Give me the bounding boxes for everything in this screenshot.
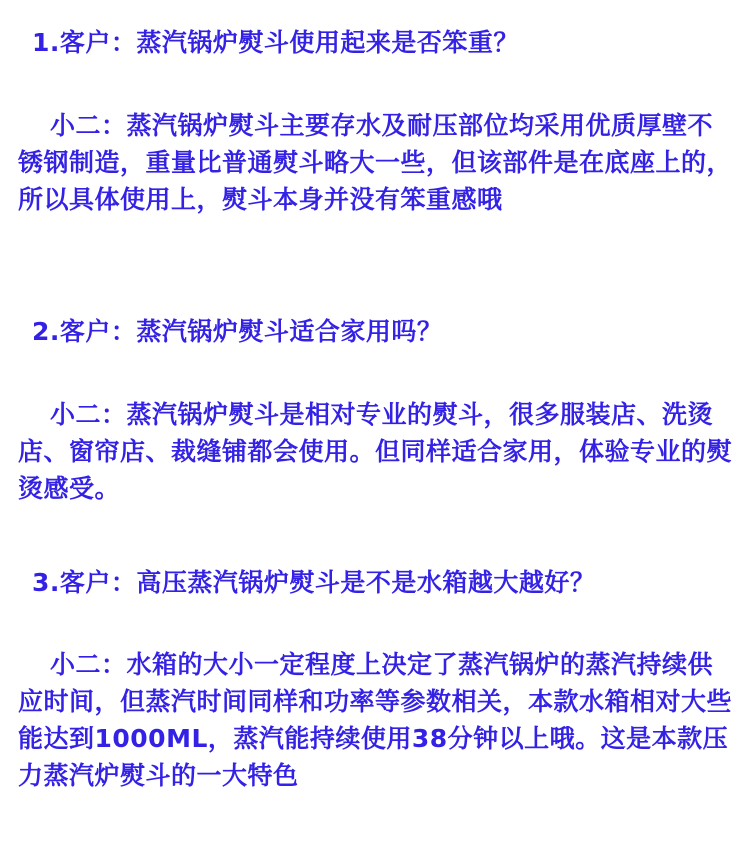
faq-question-2: 2.客户：蒸汽锅炉熨斗适合家用吗？ bbox=[32, 317, 443, 346]
faq-answer-1: 小二：蒸汽锅炉熨斗主要存水及耐压部位均采用优质厚壁不锈钢制造，重量比普通熨斗略大一些，但该部件是在底座上的，所以具体使用上，熨斗本身并没有笨重感哦 bbox=[18, 111, 733, 214]
faq-question-3: 3.客户：高压蒸汽锅炉熨斗是不是水箱越大越好？ bbox=[32, 568, 596, 597]
faq-answer-2: 小二：蒸汽锅炉熨斗是相对专业的熨斗，很多服装店、洗烫店、窗帘店、裁缝铺都会使用。但同样适合家用，体验专业的熨烫感受。 bbox=[18, 400, 733, 503]
faq-question-1: 1.客户：蒸汽锅炉熨斗使用起来是否笨重？ bbox=[32, 28, 519, 57]
faq-answer-3: 小二：水箱的大小一定程度上决定了蒸汽锅炉的蒸汽持续供应时间，但蒸汽时间同样和功率等参数相关，本款水箱相对大些能达到1000ML，蒸汽能持续使用38分钟以上哦。这是本款压力蒸汽炉熨斗的一大特色 bbox=[18, 650, 733, 790]
